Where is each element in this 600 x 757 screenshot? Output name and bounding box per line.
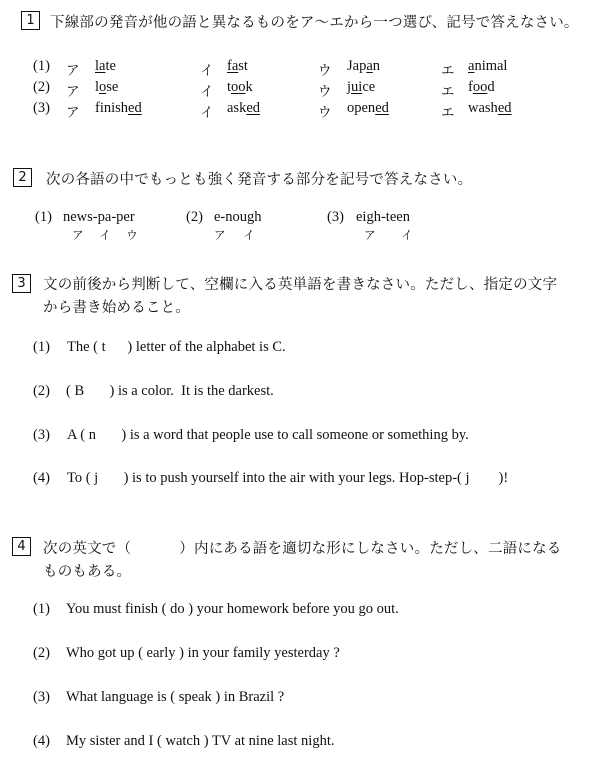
word-part: finish (95, 100, 129, 116)
underlined-part: fa (227, 58, 239, 74)
q1-choice-letter: ウ (318, 105, 332, 121)
q1-choice-word (347, 58, 380, 75)
question-3-instruction-line-1: 文の前後から判断して、空欄に入る英単語を書きなさい。ただし、指定の文字 (43, 277, 558, 293)
word-part: wash (468, 100, 498, 116)
underlined-part: ed (375, 100, 389, 116)
q1-row-label: (1) (33, 58, 50, 74)
word-part: te (105, 58, 116, 74)
q2-item-2-label: (2) (186, 209, 203, 225)
underlined-part: o (99, 79, 107, 95)
q2-item-2-word: e-nough (214, 209, 262, 225)
underlined-part: la (95, 58, 106, 74)
question-3-number: 3 (12, 274, 31, 293)
q3-item-1-text: The ( t ) letter of the alphabet is C. (67, 339, 286, 355)
word-part: d (487, 79, 495, 95)
q1-choice-letter: エ (441, 105, 455, 121)
q1-choice-word (95, 100, 142, 117)
underlined-part: oo (231, 79, 246, 95)
word-part: se (106, 79, 119, 95)
underlined-part: ui (351, 79, 363, 95)
word-part: ce (362, 79, 376, 95)
word-part: t (227, 79, 232, 95)
word-part: Jap (347, 58, 367, 74)
word-part: j (347, 79, 352, 95)
q3-item-4-text: To ( j ) is to push yourself into the air with your legs. Hop-step-( j )! (67, 470, 509, 486)
q2-item-3-word: eigh-teen (356, 209, 410, 225)
q4-item-1-text: You must finish ( do ) your homework before you go out. (66, 601, 399, 617)
q1-choice-word (347, 79, 375, 96)
q1-choice-letter: イ (200, 105, 214, 121)
q1-choice-letter: イ (200, 63, 214, 79)
q3-item-1-label: (1) (33, 339, 50, 355)
question-4-instruction-line-2: ものもある。 (43, 564, 132, 580)
q1-choice-word (227, 100, 260, 117)
q1-choice-word (227, 79, 253, 96)
q1-choice-letter: イ (200, 84, 214, 100)
underlined-part: ed (497, 100, 512, 116)
q1-choice-letter: ウ (318, 84, 332, 100)
q1-choice-word (468, 100, 512, 117)
word-part: f (468, 79, 473, 95)
word-part: ask (227, 100, 247, 116)
q2-item-1-word: news-pa-per (63, 209, 135, 225)
q3-item-3-text: A ( n ) is a word that people use to call someone or something by. (67, 427, 469, 443)
q1-choice-word (227, 58, 248, 75)
q1-row-label: (3) (33, 100, 50, 116)
q1-choice-letter: ア (66, 105, 80, 121)
underlined-part: oo (472, 79, 488, 95)
word-part: st (238, 58, 248, 74)
underlined-part: ed (128, 100, 142, 116)
q4-item-4-label: (4) (33, 733, 50, 749)
word-part: l (95, 79, 100, 95)
q2-item-3-marks: ア イ (364, 228, 413, 242)
word-part: k (245, 79, 253, 95)
q1-choice-letter: ウ (318, 63, 332, 79)
question-1-instruction: 下線部の発音が他の語と異なるものをア〜エから一つ選び、記号で答えなさい。 (50, 15, 579, 31)
q1-choice-word (468, 58, 507, 75)
q3-item-3-label: (3) (33, 427, 50, 443)
question-4-number: 4 (12, 537, 31, 556)
q2-item-1-marks: ア イ ウ (72, 228, 138, 242)
q1-choice-word (347, 100, 389, 117)
underlined-part: a (468, 58, 475, 74)
q3-item-2-label: (2) (33, 383, 50, 399)
q1-choice-letter: ア (66, 63, 80, 79)
q4-item-2-label: (2) (33, 645, 50, 661)
underlined-part: ed (246, 100, 261, 116)
q1-choice-letter: ア (66, 84, 80, 100)
q1-choice-letter: エ (441, 84, 455, 100)
underlined-part: a (366, 58, 373, 74)
word-part: n (372, 58, 381, 74)
question-3-instruction-line-2: から書き始めること。 (43, 300, 190, 316)
q3-item-2-text: ( B ) is a color. It is the darkest. (66, 383, 274, 399)
question-2-instruction: 次の各語の中でもっとも強く発音する部分を記号で答えなさい。 (46, 172, 473, 188)
q1-choice-letter: エ (441, 63, 455, 79)
q4-item-1-label: (1) (33, 601, 50, 617)
q2-item-3-label: (3) (327, 209, 344, 225)
q1-choice-word (95, 79, 118, 96)
q1-choice-word (468, 79, 495, 96)
question-4-instruction-line-1: 次の英文で（ ）内にある語を適切な形にしなさい。ただし、二語になる (43, 541, 562, 557)
q1-row-label: (2) (33, 79, 50, 95)
q1-choice-word (95, 58, 116, 75)
q3-item-4-label: (4) (33, 470, 50, 486)
q4-item-4-text: My sister and I ( watch ) TV at nine last night. (66, 733, 335, 749)
word-part: open (347, 100, 376, 116)
q2-item-1-label: (1) (35, 209, 52, 225)
q4-item-3-label: (3) (33, 689, 50, 705)
question-1-number: 1 (21, 11, 40, 30)
word-part: nimal (474, 58, 508, 74)
q4-item-3-text: What language is ( speak ) in Brazil ? (66, 689, 285, 705)
q4-item-2-text: Who got up ( early ) in your family yesterday ? (66, 645, 340, 661)
question-2-number: 2 (13, 168, 32, 187)
q2-item-2-marks: ア イ (214, 228, 255, 242)
